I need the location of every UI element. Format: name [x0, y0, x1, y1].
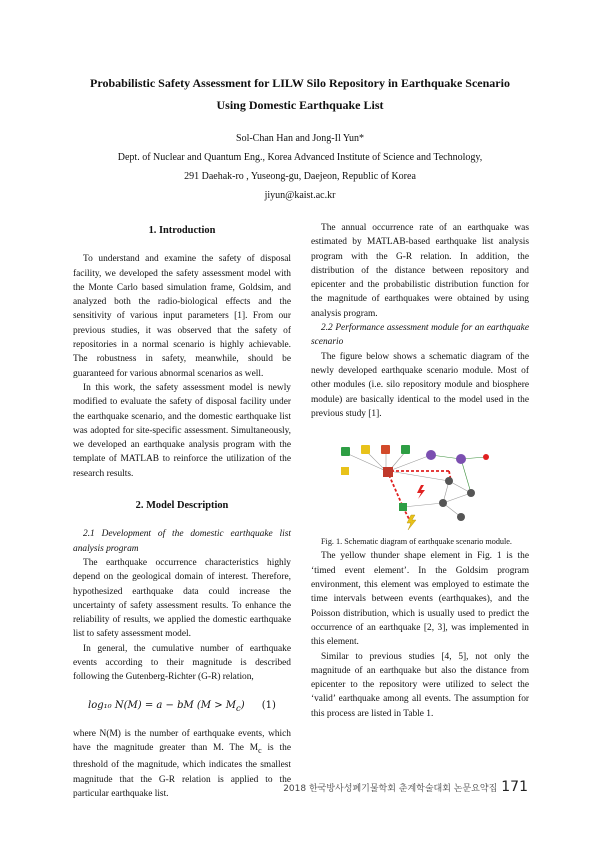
equation-subscript: c: [236, 702, 241, 713]
model-paragraph-5: The figure below shows a schematic diagram of the newly developed earthquake scenario module. Most of other modules (i.e. silo repository module and biosphere module) are basically identical to the model used in the previous study [1].: [311, 351, 529, 419]
gutenberg-richter-equation: [73, 699, 291, 715]
affiliation-line-1: Dept. of Nuclear and Quantum Eng., Korea Advanced Institute of Science and Technology,: [117, 152, 483, 163]
page-number: 171: [501, 779, 528, 795]
model-paragraph-3: [73, 727, 291, 801]
equation-close: ): [240, 699, 245, 711]
model-paragraph-1: The earthquake occurrence characteristics highly depend on the geological domain of interest. Therefore, hypothesized earthquake data could increase the uncertainty of safety assessment results. To enhance the reliability of results, we applied the domestic earthquake list to safety assessment model.: [73, 557, 291, 640]
conference-name: 2018 한국방사성폐기물학회 춘계학술대회 논문요약집: [283, 784, 498, 794]
page-footer: [283, 779, 528, 795]
section-1-heading: 1. Introduction: [148, 225, 216, 236]
affiliation-line-2: 291 Daehak-ro , Yuseong-gu, Daejeon, Republic of Korea: [184, 171, 416, 182]
title-line-2: Using Domestic Earthquake List: [216, 98, 384, 112]
model-paragraph-4: The annual occurrence rate of an earthquake was estimated by MATLAB-based earthquake list analysis program with the G-R relation. In addition, the distribution of the distance between repository and epicenter and the probabilistic distribution function for the magnitude of earthquakes were obtained by using analysis program.: [311, 223, 529, 319]
author-block: [60, 129, 540, 205]
intro-paragraph-2: In this work, the safety assessment model is newly modified to evaluate the safety of disposal facility under the earthquake scenario, and the domestic earthquake list was adopted for site-specific assessment. Simultaneously, we developed an earthquake analysis program with the template of MATLAB to reinforce the utilization of the research results.: [73, 382, 291, 479]
paper-title: [60, 72, 540, 116]
figure-1-schematic: [311, 433, 529, 533]
title-line-1: Probabilistic Safety Assessment for LILW Silo Repository in Earthquake Scenario: [90, 76, 510, 90]
schematic-diagram: [311, 433, 529, 533]
figure-1-caption: Fig. 1. Schematic diagram of earthquake scenario module.: [321, 537, 512, 547]
equation-number: (1): [261, 699, 276, 711]
threshold-subscript: c: [258, 746, 262, 756]
subsection-2-1-heading: 2.1 Development of the domestic earthquake list analysis program: [73, 529, 291, 554]
right-column: [311, 221, 529, 721]
author-names: Sol-Chan Han and Jong-Il Yun*: [236, 133, 364, 144]
section-2-heading: 2. Model Description: [135, 500, 229, 512]
subsection-2-2-heading: 2.2 Performance assessment module for an earthquake scenario: [311, 323, 529, 348]
model-paragraph-2: In general, the cumulative number of earthquake events according to their magnitude is described following the Gutenberg-Richter (G-R) relation,: [73, 643, 291, 683]
model-paragraph-6: The yellow thunder shape element in Fig. 1 is the ‘timed event element’. In the Goldsim program environment, this element was employed to estimate the time intervals between events (earthquakes), and the Poisson distribution, which is usually used to predict the occurrence of an earthquake [2, 3], was implemented in this element.: [311, 551, 529, 648]
model-paragraph-7: Similar to previous studies [4, 5], not only the magnitude of an earthquake but also the distance from epicenter to the repository were utilized to select the ‘valid’ earthquake among all events. The assumption for this process are listed in Table 1.: [311, 651, 529, 719]
left-column: [73, 218, 291, 801]
author-email: jiyun@kaist.ac.kr: [264, 190, 336, 201]
intro-paragraph-1: To understand and examine the safety of disposal facility, we developed the safety assessment model with the Monte Carlo based simulation frame, Goldsim, and analyzed both the radio-biological effects and the sensitivity of various input parameters [1]. From our previous studies, it was observed that the safety of repositories in a normal scenario is highly achievable. The robustness in safety, meanwhile, should be guaranteed for various abnormal scenarios as well.: [73, 254, 291, 379]
paragraph-3-part-a: where N(M) is the number of earthquake events, which have the magnitude greater than M. The M: [73, 728, 291, 754]
equation-body: log₁₀ N(M) = a − bM (M > M: [88, 699, 237, 711]
paragraph-3-part-b: is the threshold of the magnitude, which indicates the smallest magnitude that the G-R relation is applied to the particular earthquake list.: [73, 743, 291, 799]
